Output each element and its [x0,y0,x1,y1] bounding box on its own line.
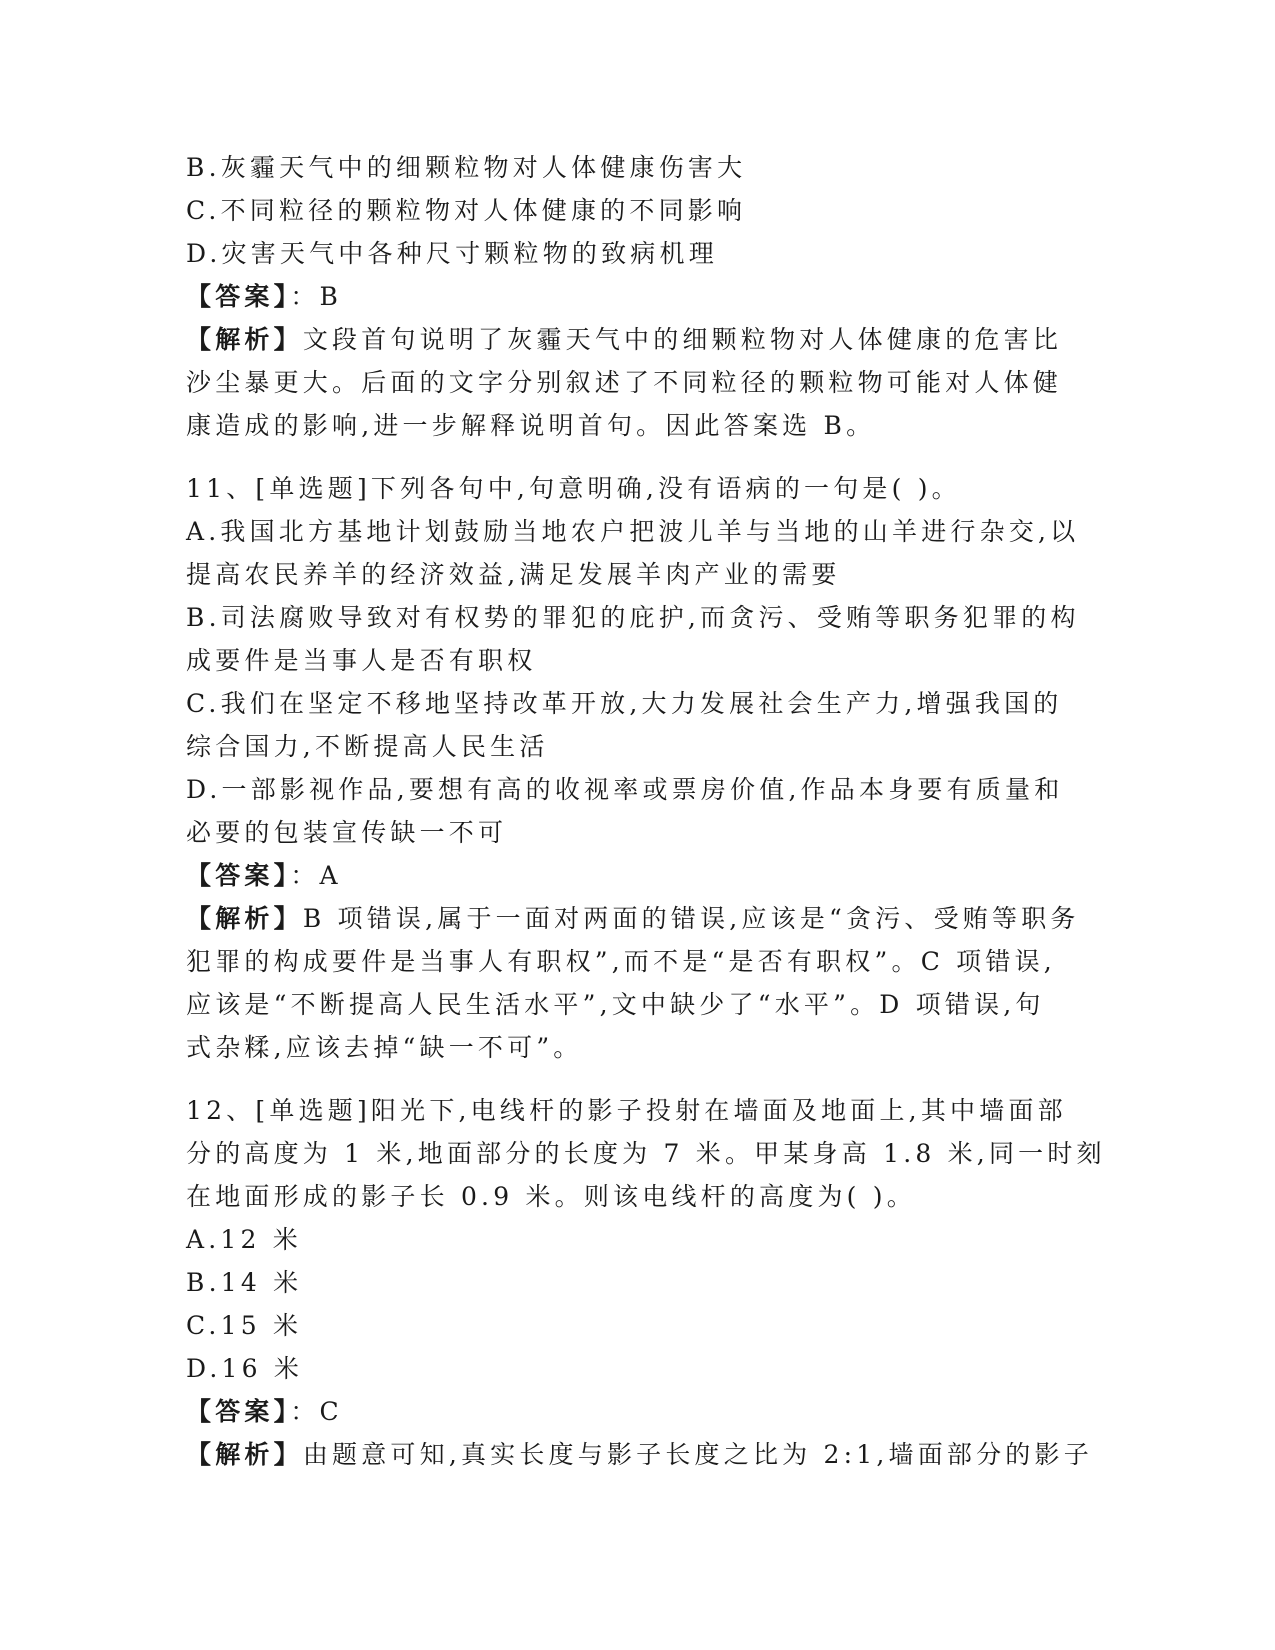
q11-option-b-line-2: 成要件是当事人是否有职权 [186,646,537,675]
q10-answer [186,275,1086,318]
q11-answer-value: ：A [290,861,342,890]
q10-option-d: D.灾害天气中各种尺寸颗粒物的致病机理 [186,239,718,268]
document-page [186,146,1106,1476]
q10-option-b: B.灰霾天气中的细颗粒物对人体健康伤害大 [186,153,747,182]
q12-stem-line-2: 分的高度为 1 米,地面部分的长度为 7 米。甲某身高 1.8 米,同一时刻 [186,1139,1106,1168]
question-separator [186,1069,1086,1089]
q12-answer [186,1390,1086,1433]
q12-stem-line-1: 12、[单选题]阳光下,电线杆的影子投射在墙面及地面上,其中墙面部 [186,1096,1067,1125]
q12-option-a: A.12 米 [186,1225,302,1254]
q12-analysis-text-1: 由题意可知,真实长度与影子长度之比为 2:1,墙面部分的影子 [302,1440,1093,1469]
q11-analysis-line-2: 犯罪的构成要件是当事人有职权”,而不是“是否有职权”。C 项错误, [186,947,1056,976]
q12-option-d: D.16 米 [186,1354,304,1383]
question-10-tail [186,146,1086,447]
q11-analysis-line-1 [186,897,1086,940]
q11-answer-label: 【答案】 [186,861,291,890]
q11-option-a-line-2: 提高农民养羊的经济效益,满足发展羊肉产业的需要 [186,560,841,589]
q12-analysis-line-1 [186,1433,1093,1476]
q12-option-b: B.14 米 [186,1268,303,1297]
q10-analysis-line-3: 康造成的影响,进一步解释说明首句。因此答案选 B。 [186,411,876,440]
question-12 [186,1089,1106,1476]
q11-option-d-line-2: 必要的包装宣传缺一不可 [186,818,508,847]
q11-stem: 11、[单选题]下列各句中,句意明确,没有语病的一句是( )。 [186,474,961,503]
q10-option-c: C.不同粒径的颗粒物对人体健康的不同影响 [186,196,747,225]
q11-option-d-line-1: D.一部影视作品,要想有高的收视率或票房价值,作品本身要有质量和 [186,775,1064,804]
q10-analysis-text-1: 文段首句说明了灰霾天气中的细颗粒物对人体健康的危害比 [302,325,1063,354]
q11-analysis-text-1: B 项错误,属于一面对两面的错误,应该是“贪污、受贿等职务 [302,904,1080,933]
q11-option-c-line-2: 综合国力,不断提高人民生活 [186,732,549,761]
q10-answer-label: 【答案】 [186,282,291,311]
q11-analysis-line-3: 应该是“不断提高人民生活水平”,文中缺少了“水平”。D 项错误,句 [186,990,1045,1019]
q11-answer [186,854,1086,897]
question-separator [186,447,1086,467]
q10-analysis-line-1 [186,318,1086,361]
q12-stem-line-3: 在地面形成的影子长 0.9 米。则该电线杆的高度为( )。 [186,1182,916,1211]
q12-answer-value: ：C [290,1397,343,1426]
q12-option-c: C.15 米 [186,1311,303,1340]
q10-analysis-label: 【解析】 [186,325,303,354]
q12-answer-label: 【答案】 [186,1397,291,1426]
question-11 [186,467,1086,1069]
q10-analysis-line-2: 沙尘暴更大。后面的文字分别叙述了不同粒径的颗粒物可能对人体健 [186,368,1063,397]
q10-answer-value: ：B [290,282,343,311]
q12-analysis-label: 【解析】 [186,1440,303,1469]
q11-option-a-line-1: A.我国北方基地计划鼓励当地农户把波儿羊与当地的山羊进行杂交,以 [186,517,1080,546]
q11-analysis-line-4: 式杂糅,应该去掉“缺一不可”。 [186,1033,583,1062]
q11-option-b-line-1: B.司法腐败导致对有权势的罪犯的庇护,而贪污、受贿等职务犯罪的构 [186,603,1080,632]
q11-option-c-line-1: C.我们在坚定不移地坚持改革开放,大力发展社会生产力,增强我国的 [186,689,1063,718]
q11-analysis-label: 【解析】 [186,904,303,933]
